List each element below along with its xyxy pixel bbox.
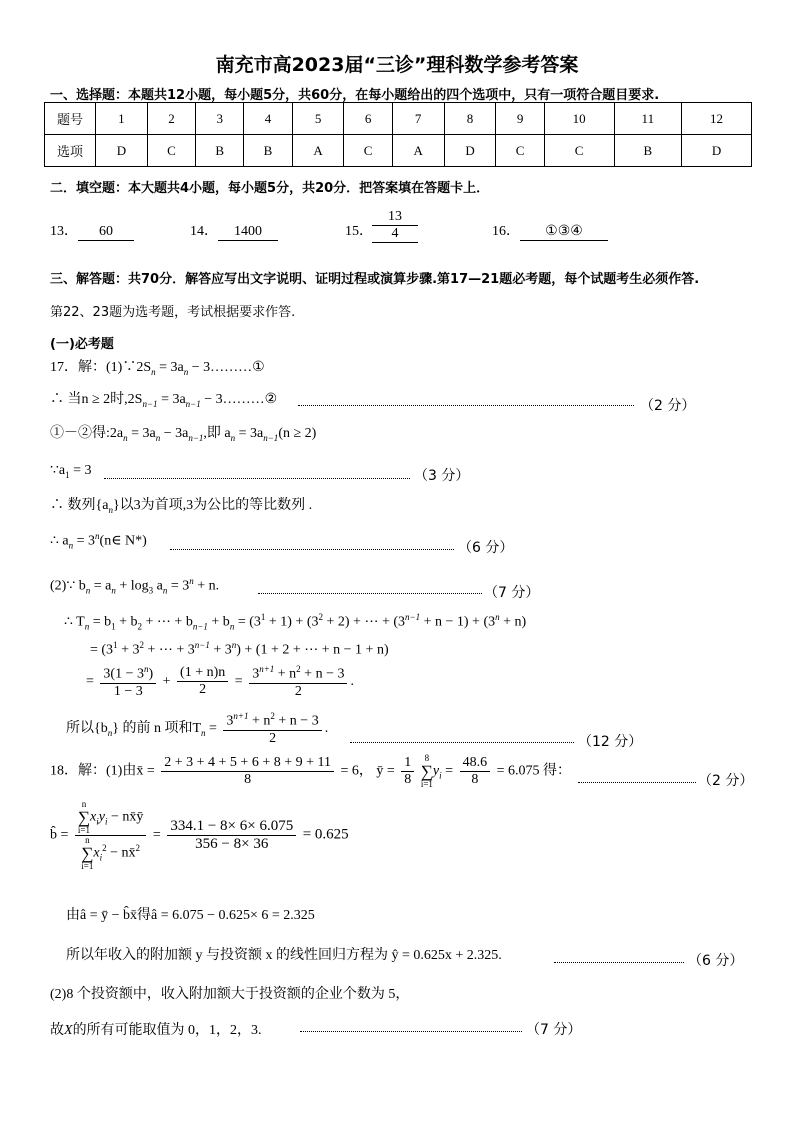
q17-line3 <box>50 422 316 443</box>
q18-ahat: 由â = ȳ − b̂x̄得â = 6.075 − 0.625× 6 = 2.325 <box>66 908 315 923</box>
sub: 1 <box>65 469 70 480</box>
dotted-leader <box>104 478 410 479</box>
question-number: 2 <box>147 103 195 135</box>
q17-line1 <box>50 356 265 377</box>
sub: n <box>229 621 235 632</box>
text: + n. <box>193 578 220 594</box>
text: 2 <box>199 682 207 698</box>
text: + ⋯ + 3 <box>143 642 195 658</box>
text: ∑ <box>81 844 94 863</box>
text: 3(1 − 3 <box>103 666 144 682</box>
sup: n−1 <box>194 640 210 650</box>
sup: 1 <box>113 640 118 650</box>
sub: n <box>107 727 113 738</box>
fraction <box>167 818 296 854</box>
question-label: 题号 <box>45 103 96 135</box>
answer-label: 选项 <box>45 135 96 167</box>
q17-part2 <box>50 576 219 595</box>
text: + <box>162 674 171 690</box>
text: + 3 <box>117 642 140 658</box>
question-number: 3 <box>196 103 244 135</box>
text: + n <box>274 666 297 682</box>
q14-answer: 1400 <box>218 224 278 241</box>
text: (2)∵ b <box>50 578 86 594</box>
fraction <box>401 755 414 788</box>
text: . <box>350 674 354 690</box>
text: ∴ T <box>64 614 85 630</box>
q17-line6 <box>50 531 147 550</box>
score-6: （6 分） <box>458 540 514 556</box>
score-3: （3 分） <box>414 468 470 484</box>
text: = 6， <box>340 763 373 779</box>
sup: 2 <box>102 843 107 854</box>
text: 1 − 3 <box>113 683 143 699</box>
text: 18．解：(1)由x̄ = <box>50 763 155 779</box>
text: y <box>98 809 105 825</box>
text: ∴ 当n ≥ 2时,2S <box>50 392 143 407</box>
answer-cell: C <box>147 135 195 167</box>
text: + 2) + ⋯ + (3 <box>323 614 406 630</box>
fraction <box>177 665 228 698</box>
q16-answer: ①③④ <box>520 223 608 241</box>
q18-part2: (2)8 个投资额中，收入附加额大于投资额的企业个数为 5， <box>50 987 410 1002</box>
sub: n−1 <box>185 398 201 409</box>
sub: n <box>108 504 113 515</box>
text: + 1) + (3 <box>265 614 319 630</box>
answer-cell: A <box>292 135 344 167</box>
text: ∑ <box>77 808 91 827</box>
text: 17．解：(1)∵2S <box>50 360 152 375</box>
text: + b <box>115 614 138 630</box>
answer-cell: D <box>682 135 752 167</box>
sub: i <box>439 770 442 781</box>
question-number: 10 <box>544 103 614 135</box>
q17-line4 <box>50 462 92 480</box>
fraction <box>100 664 156 700</box>
sub: n−1 <box>263 432 279 443</box>
q17-line5 <box>50 494 312 515</box>
text: x <box>93 845 100 861</box>
question-number: 8 <box>444 103 496 135</box>
section1-heading: 一、选择题：本题共12小题，每小题5分，共60分，在每小题给出的四个选项中，只有一项符合题目要求. <box>50 88 660 103</box>
text: − 3a <box>160 426 189 441</box>
text: + n) <box>499 614 527 630</box>
sub: 1 <box>111 621 116 632</box>
fraction <box>460 755 491 788</box>
text: = (3 <box>90 642 114 658</box>
fraction <box>161 755 334 788</box>
answer-row <box>45 135 752 167</box>
text: 1 <box>401 755 414 772</box>
sup: n <box>95 531 100 541</box>
q17-tn-line2 <box>90 640 389 659</box>
text: 故 <box>50 1023 64 1038</box>
section3-heading: 三、解答题：共70分．解答应写出文字说明、证明过程或演算步骤.第17—21题必考题，每个试题考生必须作答. <box>50 272 700 287</box>
text: = 6.075 得： <box>496 763 571 779</box>
text: = 0.625 <box>302 826 349 843</box>
text: 8 <box>471 772 479 787</box>
sup: n <box>231 640 237 650</box>
question-number: 1 <box>96 103 148 135</box>
text: 8 <box>404 772 412 787</box>
text: = a <box>90 578 112 594</box>
score-7b: （7 分） <box>526 1022 582 1038</box>
text: n <box>85 835 90 845</box>
dotted-leader <box>258 593 482 594</box>
sub: n <box>84 621 90 632</box>
sub: i <box>99 852 103 863</box>
q15-answer <box>372 209 418 243</box>
dotted-leader <box>170 549 454 550</box>
sub: i <box>104 816 108 827</box>
answer-cell: C <box>544 135 614 167</box>
q18-part2-values <box>50 1019 262 1039</box>
summation <box>421 754 433 789</box>
text: = 3a <box>157 392 186 407</box>
score-2b: （2 分） <box>698 773 754 789</box>
sub: n−1 <box>142 398 158 409</box>
q13-label: 13． <box>50 224 78 239</box>
q17-tn-line1 <box>64 612 526 631</box>
fill-13 <box>50 220 134 241</box>
text: 2 <box>269 730 277 746</box>
fill-14 <box>190 220 278 241</box>
q17-line2 <box>50 388 277 409</box>
text: = <box>86 674 94 690</box>
summation <box>78 800 90 835</box>
text: = 3a <box>235 426 264 441</box>
sub: n−1 <box>192 621 208 632</box>
sup: n <box>495 612 500 622</box>
sub: n <box>151 366 156 377</box>
q15-denominator: 4 <box>372 226 418 243</box>
score-2: （2 分） <box>640 398 696 414</box>
q14-label: 14． <box>190 224 218 239</box>
question-number: 7 <box>392 103 444 135</box>
sub: 3 <box>148 585 154 596</box>
text: = <box>205 721 217 737</box>
sub: i <box>96 816 99 827</box>
text: + b <box>207 614 230 630</box>
dotted-leader <box>554 962 684 963</box>
text: 3 <box>252 666 260 682</box>
text: + ⋯ + b <box>142 614 193 630</box>
text: ) + (1 + 2 + ⋯ + n − 1 + n) <box>236 642 389 658</box>
text: ∴ a <box>50 533 69 549</box>
sub: n <box>111 585 116 596</box>
answer-cell: C <box>496 135 544 167</box>
text: = 3 <box>69 463 92 478</box>
sub: n <box>183 366 189 377</box>
question-row <box>45 103 752 135</box>
text: y <box>432 763 440 779</box>
text: . <box>324 721 329 737</box>
sup: 2 <box>318 612 323 622</box>
text: b̂ = <box>50 827 69 843</box>
text: 334.1 − 8× 6× 6.075 <box>167 818 296 836</box>
text: ) <box>148 666 154 682</box>
text: + n − 1) + (3 <box>420 614 496 630</box>
dotted-leader <box>350 742 574 743</box>
answer-cell: C <box>344 135 392 167</box>
sub: n <box>85 585 91 596</box>
text: 2 + 3 + 4 + 5 + 6 + 8 + 9 + 11 <box>161 755 334 772</box>
sup: 2 <box>270 711 275 721</box>
question-number: 5 <box>292 103 344 135</box>
sub: n <box>155 432 161 443</box>
question-number: 9 <box>496 103 544 135</box>
section3-subheading: 第22、23题为选考题，考试根据要求作答. <box>50 305 296 320</box>
sup: 2 <box>135 843 141 854</box>
answer-cell: A <box>392 135 444 167</box>
text: = <box>152 827 161 843</box>
text: i=1 <box>81 861 94 871</box>
summation <box>81 836 93 871</box>
text: 的所有可能取值为 0，1，2，3. <box>72 1023 262 1038</box>
text: 2 <box>294 683 302 699</box>
answer-cell: D <box>444 135 496 167</box>
q13-answer: 60 <box>78 224 134 241</box>
text: 8 <box>244 772 252 787</box>
dotted-leader <box>300 1031 522 1032</box>
text: (n∈ N*) <box>99 533 147 549</box>
question-number: 4 <box>244 103 292 135</box>
sup: 2 <box>296 664 301 674</box>
fill-15 <box>345 220 373 240</box>
q15-numerator: 13 <box>372 209 418 226</box>
sup: n <box>189 576 194 586</box>
fraction <box>75 800 147 871</box>
sup: n−1 <box>405 612 421 622</box>
q17-conclusion <box>66 711 328 747</box>
sub: 2 <box>137 621 143 632</box>
q15-label: 15． <box>345 224 373 239</box>
sup: 1 <box>260 612 266 622</box>
q18-bhat <box>50 800 349 871</box>
q18-line1 <box>50 754 571 789</box>
text: ,即 a <box>203 426 231 441</box>
q18-regression: 所以年收入的附加额 y 与投资额 x 的线性回归方程为 ŷ = 0.625x + 2.325. <box>66 948 502 963</box>
text: + n − 3 <box>274 713 319 729</box>
text: i=1 <box>77 825 90 835</box>
text: ∵a <box>50 463 66 478</box>
score-7: （7 分） <box>484 585 540 601</box>
q17-tn-line3 <box>86 664 354 700</box>
text: = 3a <box>127 426 156 441</box>
answer-cell: B <box>196 135 244 167</box>
sub: n <box>230 432 236 443</box>
text: ①－②得:2a <box>50 426 124 441</box>
text: − nx̄ <box>106 845 136 861</box>
section2-heading: 二．填空题：本大题共4小题，每小题5分，共20分．把答案填在答题卡上． <box>50 181 490 196</box>
question-number: 11 <box>614 103 682 135</box>
sub: n <box>68 540 74 551</box>
text: i=1 <box>420 779 433 789</box>
sub: n−1 <box>188 432 204 443</box>
text: = (3 <box>234 614 261 630</box>
q16-label: 16． <box>492 224 520 239</box>
text: − nx̄ȳ <box>107 809 144 825</box>
fraction <box>249 664 347 700</box>
text: 3 <box>226 713 234 729</box>
sup: n <box>143 664 149 674</box>
answer-cell: B <box>244 135 292 167</box>
sup: n+1 <box>233 711 249 721</box>
sub: n <box>123 432 128 443</box>
text: X <box>64 1023 73 1038</box>
answer-cell: B <box>614 135 682 167</box>
sub: n <box>201 727 206 738</box>
text: = 3 <box>167 578 190 594</box>
text: 48.6 <box>460 755 491 772</box>
question-number: 12 <box>682 103 752 135</box>
page-title: 南充市高2023届“三诊”理科数学参考答案 <box>215 54 579 76</box>
text: 356 − 8× 36 <box>195 836 269 852</box>
text: 8 <box>424 753 430 763</box>
text: (n ≥ 2) <box>278 426 317 441</box>
text: (1 + n)n <box>177 665 228 682</box>
answer-table <box>44 102 752 167</box>
text: ∴ 数列{a <box>50 498 109 513</box>
text: − 3………① <box>188 360 265 375</box>
text: = b <box>89 614 112 630</box>
score-6b: （6 分） <box>688 953 744 969</box>
text: − 3………② <box>200 392 278 407</box>
text: 所以{b <box>66 721 108 737</box>
text: a <box>153 578 163 594</box>
text: = <box>445 763 454 779</box>
answer-cell: D <box>96 135 148 167</box>
text: = <box>234 674 243 690</box>
score-12: （12 分） <box>578 734 643 750</box>
text: } 的前 n 项和T <box>112 721 202 737</box>
dotted-leader <box>298 405 634 406</box>
sup: n+1 <box>259 664 275 674</box>
sub: n <box>162 585 168 596</box>
text: + n − 3 <box>300 666 345 682</box>
text: = 3 <box>73 533 96 549</box>
required-label: (一)必考题 <box>50 337 114 352</box>
text: ∑ <box>420 762 433 781</box>
question-number: 6 <box>344 103 392 135</box>
fraction <box>223 711 321 747</box>
sup: 2 <box>139 640 144 650</box>
dotted-leader <box>578 782 696 783</box>
text: }以3为首项,3为公比的等比数列 . <box>112 498 313 513</box>
text: ȳ = <box>376 763 395 779</box>
text: n <box>81 799 87 809</box>
text: = 3a <box>155 360 184 375</box>
fill-16 <box>492 220 608 241</box>
text: x <box>90 809 97 825</box>
text: + 3 <box>209 642 232 658</box>
text: + n <box>248 713 271 729</box>
text: + log <box>115 578 149 594</box>
